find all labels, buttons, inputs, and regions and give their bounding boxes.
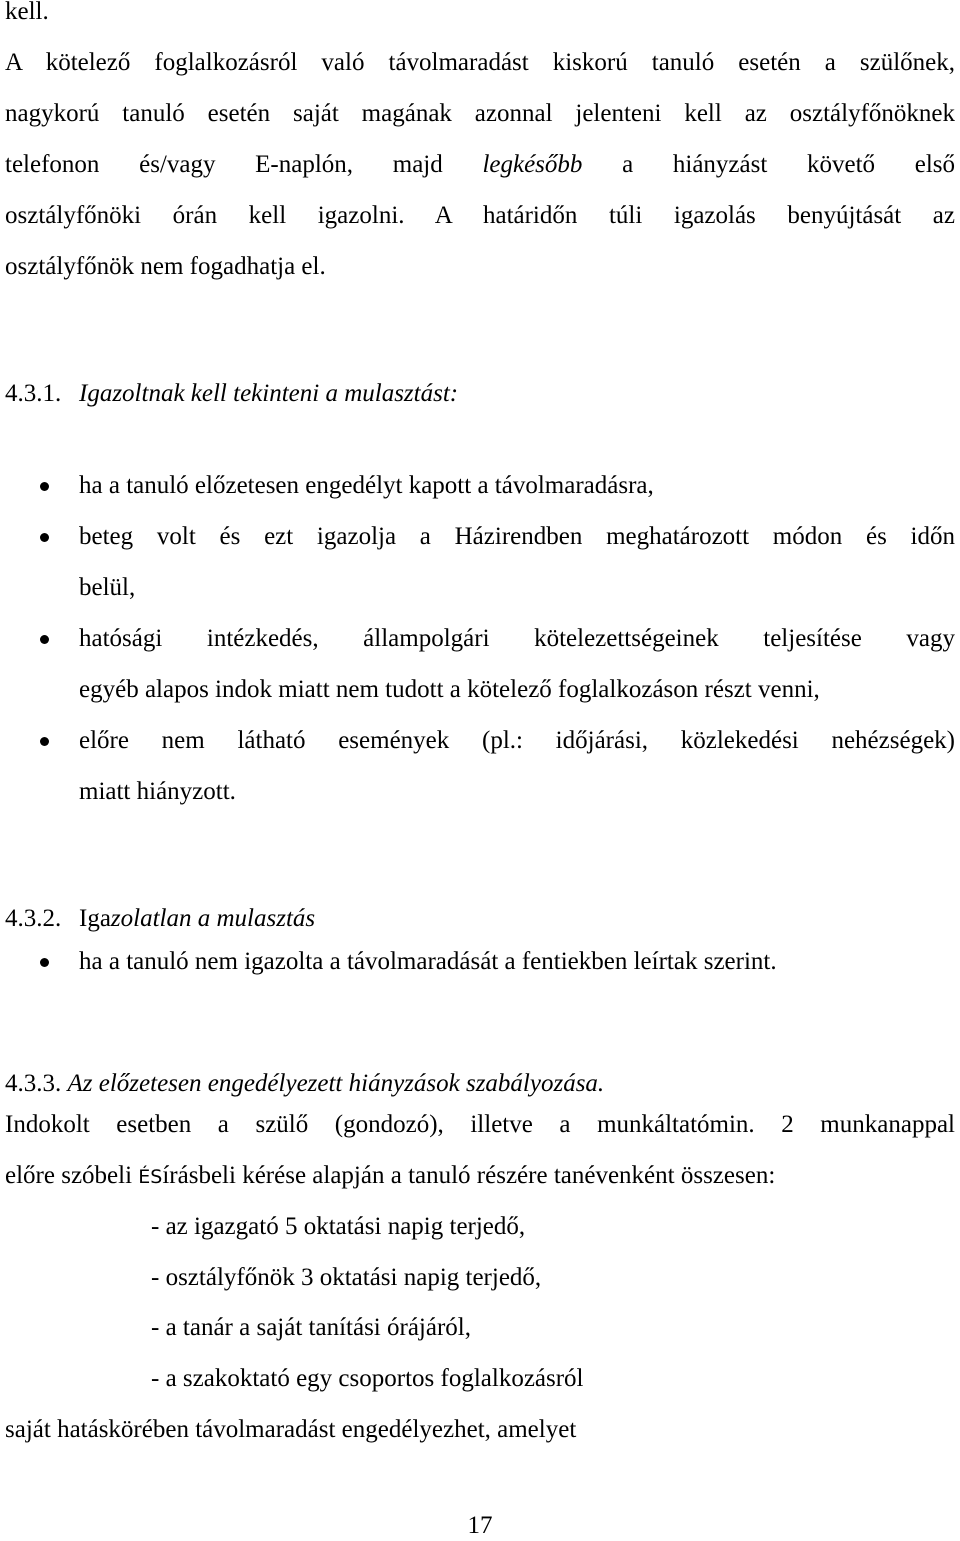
dash-list-item: - osztályfőnök 3 oktatási napig terjedő, <box>151 1264 542 1291</box>
section-heading <box>5 379 458 409</box>
bullet-icon <box>40 737 49 746</box>
paragraph-line: Indokolt esetben a szülő (gondozó), illetve a munkáltatómin. 2 munkanappal <box>5 1111 955 1138</box>
section-title: Az előzetesen engedélyezett hiányzások szabályozása. <box>67 1070 605 1097</box>
dash-list-item: - a tanár a saját tanítási órájáról, <box>151 1314 471 1341</box>
section-number: 4.3.3. <box>5 1070 62 1097</box>
paragraph-line: saját hatáskörében távolmaradást engedélyezhet, amelyet <box>5 1416 577 1443</box>
paragraph-line: osztályfőnöki órán kell igazolni. A határidőn túli igazolás benyújtását az <box>5 202 955 229</box>
paragraph-line: A kötelező foglalkozásról való távolmaradást kiskorú tanuló esetén a szülőnek, <box>5 49 955 76</box>
bullet-icon <box>40 958 49 967</box>
text-run: telefonon és/vagy E-naplón, majd <box>5 151 483 178</box>
section-title: Igazoltnak kell tekinteni a mulasztást: <box>79 380 459 407</box>
bullet-icon <box>40 635 49 644</box>
list-item: beteg volt és ezt igazolja a Házirendben meghatározott módon és időn <box>79 523 955 550</box>
dash-list-item: - a szakoktató egy csoportos foglalkozásról <box>151 1365 584 1392</box>
list-item: ha a tanuló előzetesen engedélyt kapott a távolmaradásra, <box>79 472 654 499</box>
list-item: hatósági intézkedés, állampolgári kötelezettségeinek teljesítése vagy <box>79 625 955 652</box>
section-title-part: Iga <box>79 905 111 932</box>
list-item-continuation: belül, <box>79 574 136 601</box>
paragraph-line <box>5 1161 775 1192</box>
list-item: ha a tanuló nem igazolta a távolmaradását a fentiekben leírtak szerint. <box>79 948 777 975</box>
list-item: előre nem látható események (pl.: időjárási, közlekedési nehézségek) <box>79 727 955 754</box>
emphasis-text: legkésőbb <box>482 151 583 178</box>
list-item-continuation: miatt hiányzott. <box>79 778 236 805</box>
page-number: 17 <box>467 1512 493 1539</box>
continued-fragment: kell. <box>5 0 49 25</box>
text-run: a hiányzást követő első <box>582 151 955 178</box>
paragraph-line: osztályfőnök nem fogadhatja el. <box>5 253 326 280</box>
paragraph-line <box>5 150 955 180</box>
emphasis-text: ÉS <box>138 1166 163 1188</box>
dash-list-item: - az igazgató 5 oktatási napig terjedő, <box>151 1213 526 1240</box>
section-title-part: zolatlan a mulasztás <box>110 905 316 932</box>
paragraph-line: nagykorú tanuló esetén saját magának azonnal jelenteni kell az osztályfőnöknek <box>5 100 955 127</box>
section-number: 4.3.2. <box>5 905 62 932</box>
section-number: 4.3.1. <box>5 380 62 407</box>
bullet-icon <box>40 533 49 542</box>
section-heading <box>5 1069 604 1099</box>
section-heading <box>5 904 315 934</box>
text-run: írásbeli kérése alapján a tanuló részére tanévenként összesen: <box>162 1162 776 1189</box>
text-run: előre szóbeli <box>5 1162 139 1189</box>
list-item-continuation: egyéb alapos indok miatt nem tudott a kötelező foglalkozáson részt venni, <box>79 676 820 703</box>
bullet-icon <box>40 482 49 491</box>
